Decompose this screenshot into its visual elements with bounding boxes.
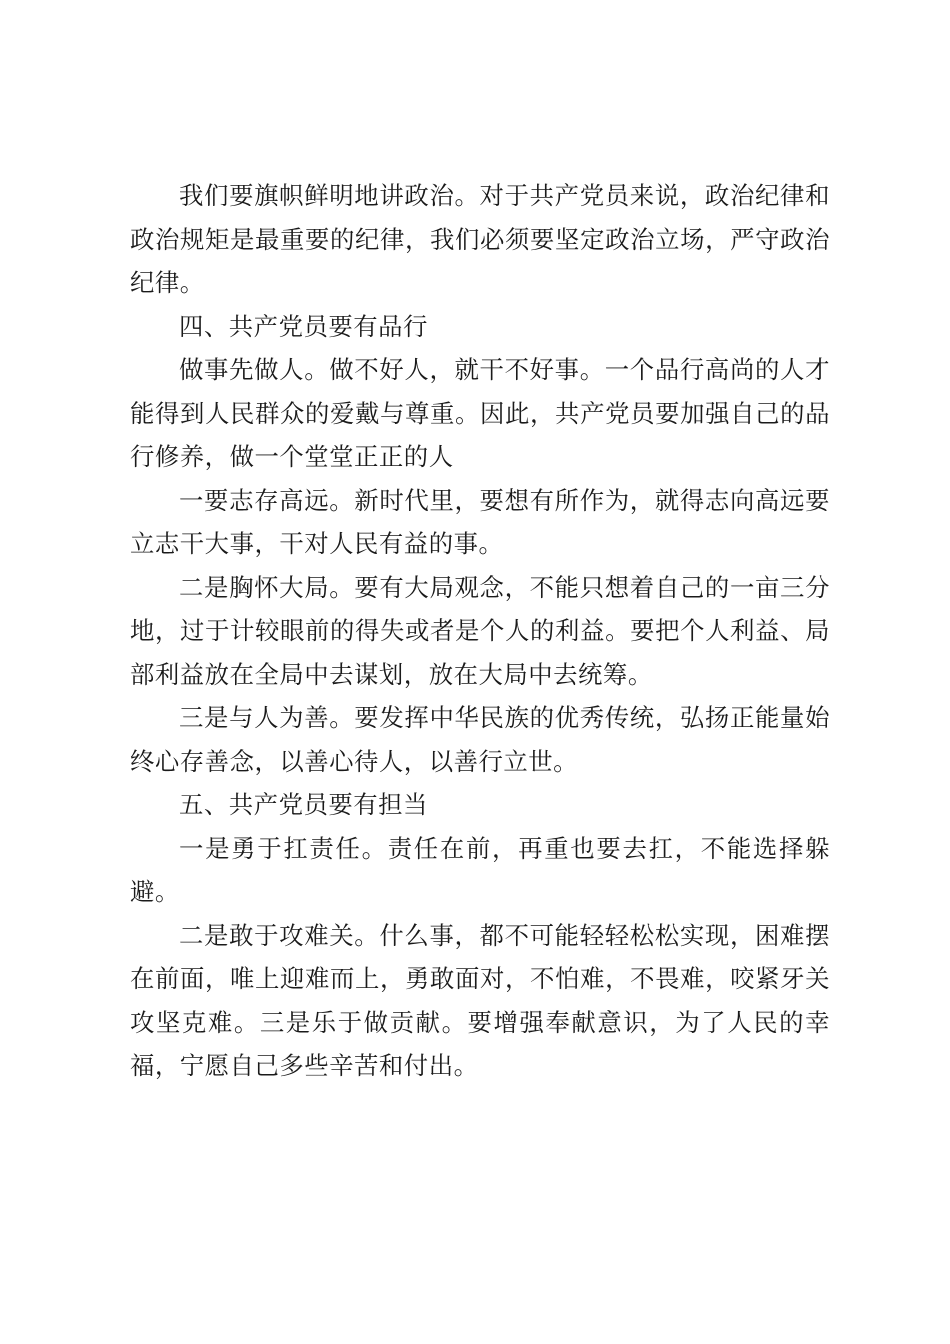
paragraph-overcome-difficulties: 二是敢于攻难关。什么事，都不可能轻轻松松实现，困难摆在前面，唯上迎难而上，勇敢面对，不怕难，不畏难，咬紧牙关攻坚克难。三是乐于做贡献。要增强奉献意识，为了人民的幸福，宁愿自己多些辛苦和付出。	[130, 920, 830, 1080]
paragraph-politics: 我们要旗帜鲜明地讲政治。对于共产党员来说，政治纪律和政治规矩是最重要的纪律，我们必须要坚定政治立场，严守政治纪律。	[130, 181, 830, 297]
section-heading-conduct: 四、共产党员要有品行	[179, 311, 428, 341]
paragraph-big-picture: 二是胸怀大局。要有大局观念，不能只想着自己的一亩三分地，过于计较眼前的得失或者是个人的利益。要把个人利益、局部利益放在全局中去谋划，放在大局中去统筹。	[130, 572, 830, 689]
paragraph-ambition: 一要志存高远。新时代里，要想有所作为，就得志向高远要立志干大事，干对人民有益的事。	[130, 485, 830, 558]
section-heading-responsibility: 五、共产党员要有担当	[179, 790, 428, 819]
paragraph-kindness: 三是与人为善。要发挥中华民族的优秀传统，弘扬正能量始终心存善念，以善心待人，以善行立世。	[130, 703, 830, 776]
paragraph-take-responsibility: 一是勇于扛责任。责任在前，再重也要去扛，不能选择躲避。	[130, 833, 830, 906]
document-body	[130, 174, 830, 1088]
paragraph-conduct-intro: 做事先做人。做不好人，就干不好事。一个品行高尚的人才能得到人民群众的爱戴与尊重。因此，共产党员要加强自己的品行修养，做一个堂堂正正的人	[130, 355, 830, 471]
